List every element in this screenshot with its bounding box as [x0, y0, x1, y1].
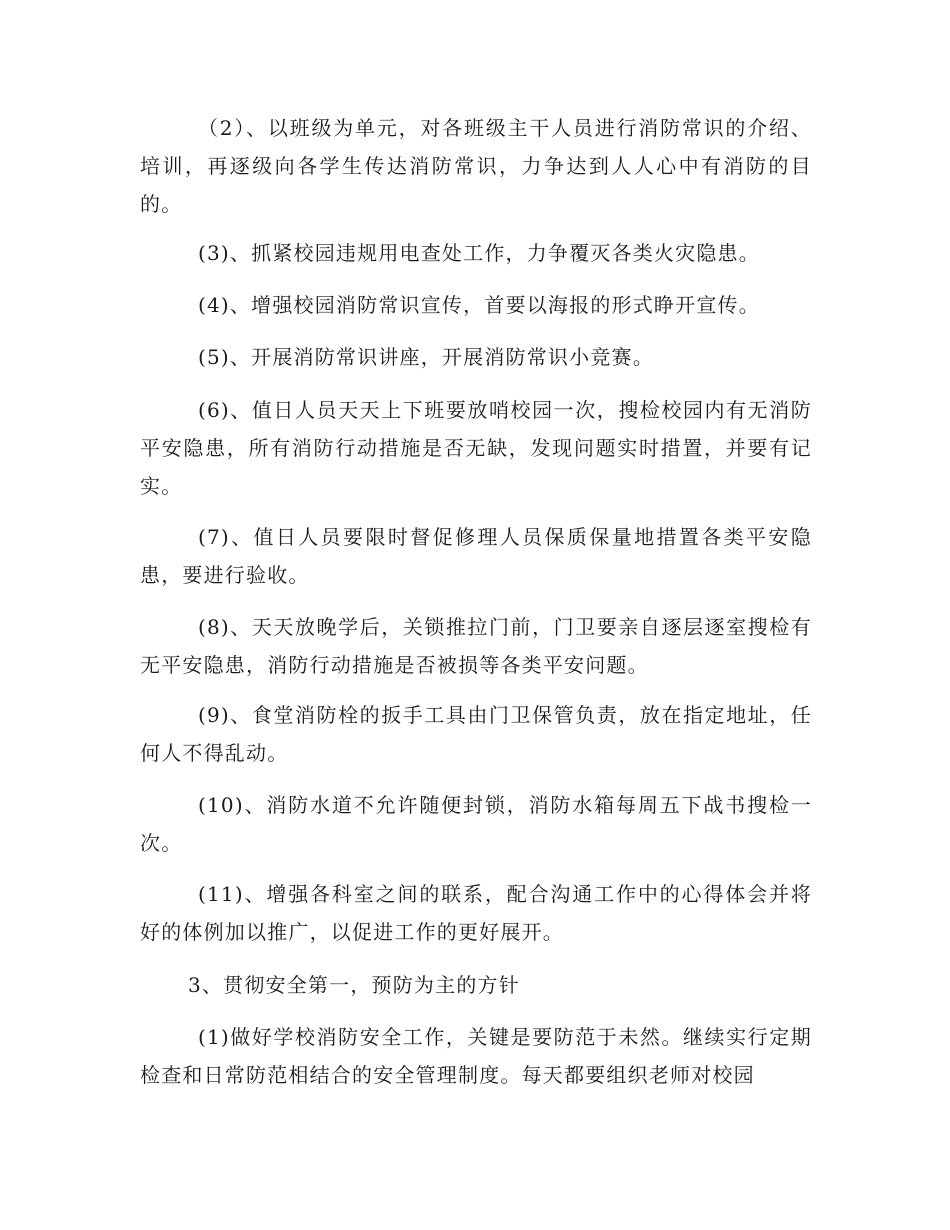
- paragraph-item-2: （2）、以班级为单元，对各班级主干人员进行消防常识的介绍、培训，再逐级向各学生传达消防常识，力争达到人人心中有消防的目的。: [140, 116, 812, 216]
- paragraph-item-8: (8)、天天放晚学后，关锁推拉门前，门卫要亲自逐层逐室搜检有无平安隐患，消防行动措施是否被损等各类平安问题。: [140, 615, 812, 677]
- paragraph-item-3: (3)、抓紧校园违规用电查处工作，力争覆灭各类火灾隐患。: [198, 241, 760, 265]
- paragraph-item-5: (5)、开展消防常识讲座，开展消防常识小竞赛。: [198, 345, 654, 369]
- paragraph-item-11: (11)、增强各科室之间的联系，配合沟通工作中的心得体会并将好的体例加以推广，以促进工作的更好展开。: [140, 882, 812, 944]
- paragraph-item-3-1: (1)做好学校消防安全工作，关键是要防范于未然。继续实行定期检查和日常防范相结合的安全管理制度。每天都要组织老师对校园: [140, 1025, 812, 1087]
- paragraph-item-10: (10)、消防水道不允许随便封锁，消防水箱每周五下战书搜检一次。: [140, 793, 812, 855]
- section-heading-3: 3、贯彻安全第一，预防为主的方针: [188, 973, 520, 997]
- paragraph-item-7: (7)、值日人员要限时督促修理人员保质保量地措置各类平安隐患，要进行验收。: [140, 525, 812, 587]
- paragraph-item-9: (9)、食堂消防栓的扳手工具由门卫保管负责，放在指定地址，任何人不得乱动。: [140, 703, 812, 765]
- paragraph-item-6: (6)、值日人员天天上下班要放哨校园一次，搜检校园内有无消防平安隐患，所有消防行动措施是否无缺，发现问题实时措置，并要有记实。: [140, 398, 812, 498]
- paragraph-item-4: (4)、增强校园消防常识宣传，首要以海报的形式睁开宣传。: [198, 293, 760, 317]
